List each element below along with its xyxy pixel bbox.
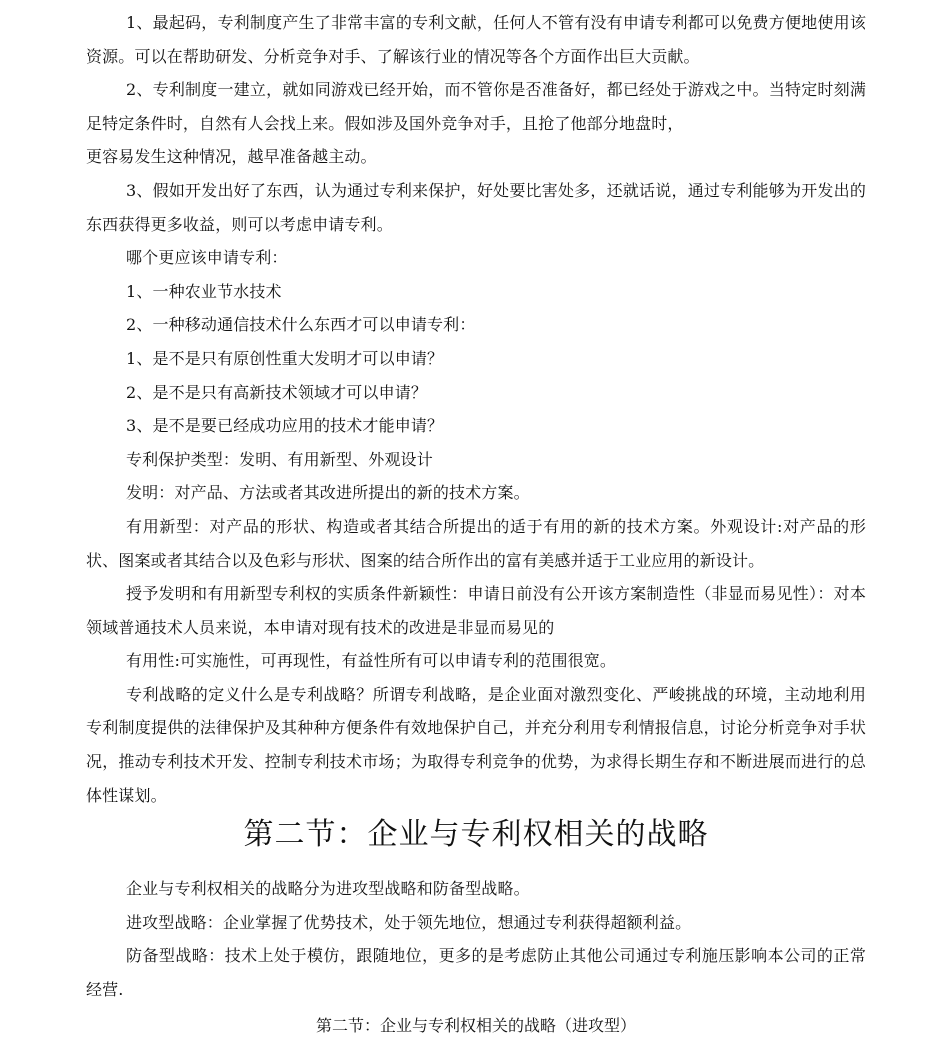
sub-heading-offensive: 第二节：企业与专利权相关的战略（进攻型） (315, 1015, 636, 1035)
document-page (86, 6, 866, 1042)
list-item-high-tech: 2、是不是只有高新技术领域才可以申请？ (126, 382, 428, 402)
paragraph-patent-literature: 1、最起码，专利制度产生了非常丰富的专利文献，任何人不管有没有申请专利都可以免费方便地使用该资源。可以在帮助研发、分析竞争对手、了解该行业的情况等各个方面作出巨大贡献。 (86, 13, 866, 66)
paragraph-defensive-strategy: 防备型战略：技术上处于模仿，跟随地位，更多的是考虑防止其他公司通过专利施压影响本公司的正常经营. (86, 946, 866, 1000)
list-item-applied-tech: 3、是不是要已经成功应用的技术才能申请？ (126, 416, 444, 436)
question-which-to-apply: 哪个更应该申请专利： (126, 248, 288, 268)
paragraph-offensive-strategy: 进攻型战略：企业掌握了优势技术，处于领先地位，想通过专利获得超额利益。 (126, 912, 692, 932)
paragraph-utility-design-definition: 有用新型：对产品的形状、构造或者其结合所提出的适于有用的新的技术方案。外观设计:对产品的形状、图案或者其结合以及色彩与形状、图案的结合所作出的富有美感并适于工业应用的新设计。 (86, 516, 866, 570)
paragraph-novelty-conditions: 授予发明和有用新型专利权的实质条件新颖性：申请日前没有公开该方案制造性（非显而易见性）：对本领域普通技术人员来说，本申请对现有技术的改进是非显而易见的 (86, 584, 866, 637)
list-item-agri-water-tech: 1、一种农业节水技术 (126, 281, 282, 301)
paragraph-strategy-definition: 专利战略的定义什么是专利战略？所谓专利战略，是企业面对激烈变化、严峻挑战的环境，主动地利用专利制度提供的法律保护及其种种方便条件有效地保护自己，并充分利用专利情报信息，讨论分析竞争对手状况，推动专利技术开发、控制专利技术市场；为取得专利竞争的优势，为求得长期生存和不断进展而进行的总体性谋划。 (86, 684, 866, 805)
paragraph-utility-scope: 有用性:可实施性，可再现性，有益性所有可以申请专利的范围很宽。 (126, 651, 617, 671)
paragraph-invention-definition: 发明：对产品、方法或者其改进所提出的新的技术方案。 (126, 483, 530, 503)
list-item-mobile-comm-tech: 2、一种移动通信技术什么东西才可以申请专利： (126, 315, 476, 335)
list-item-original-invention: 1、是不是只有原创性重大发明才可以申请？ (126, 348, 444, 368)
paragraph-protection-types: 专利保护类型：发明、有用新型、外观设计 (126, 449, 433, 469)
paragraph-consider-applying: 3、假如开发出好了东西，认为通过专利来保护，好处要比害处多，还就话说，通过专利能够为开发出的东西获得更多收益，则可以考虑申请专利。 (86, 180, 866, 234)
section-heading: 第二节：企业与专利权相关的战略 (243, 817, 709, 853)
paragraph-prepare-early: 更容易发生这种情况，越早准备越主动。 (86, 147, 377, 167)
paragraph-strategy-types: 企业与专利权相关的战略分为进攻型战略和防备型战略。 (126, 879, 530, 899)
paragraph-patent-game: 2、专利制度一建立，就如同游戏已经开始，而不管你是否准备好，都已经处于游戏之中。当特定时刻满足特定条件时，自然有人会找上来。假如涉及国外竞争对手，且抢了他部分地盘时， (86, 80, 866, 133)
